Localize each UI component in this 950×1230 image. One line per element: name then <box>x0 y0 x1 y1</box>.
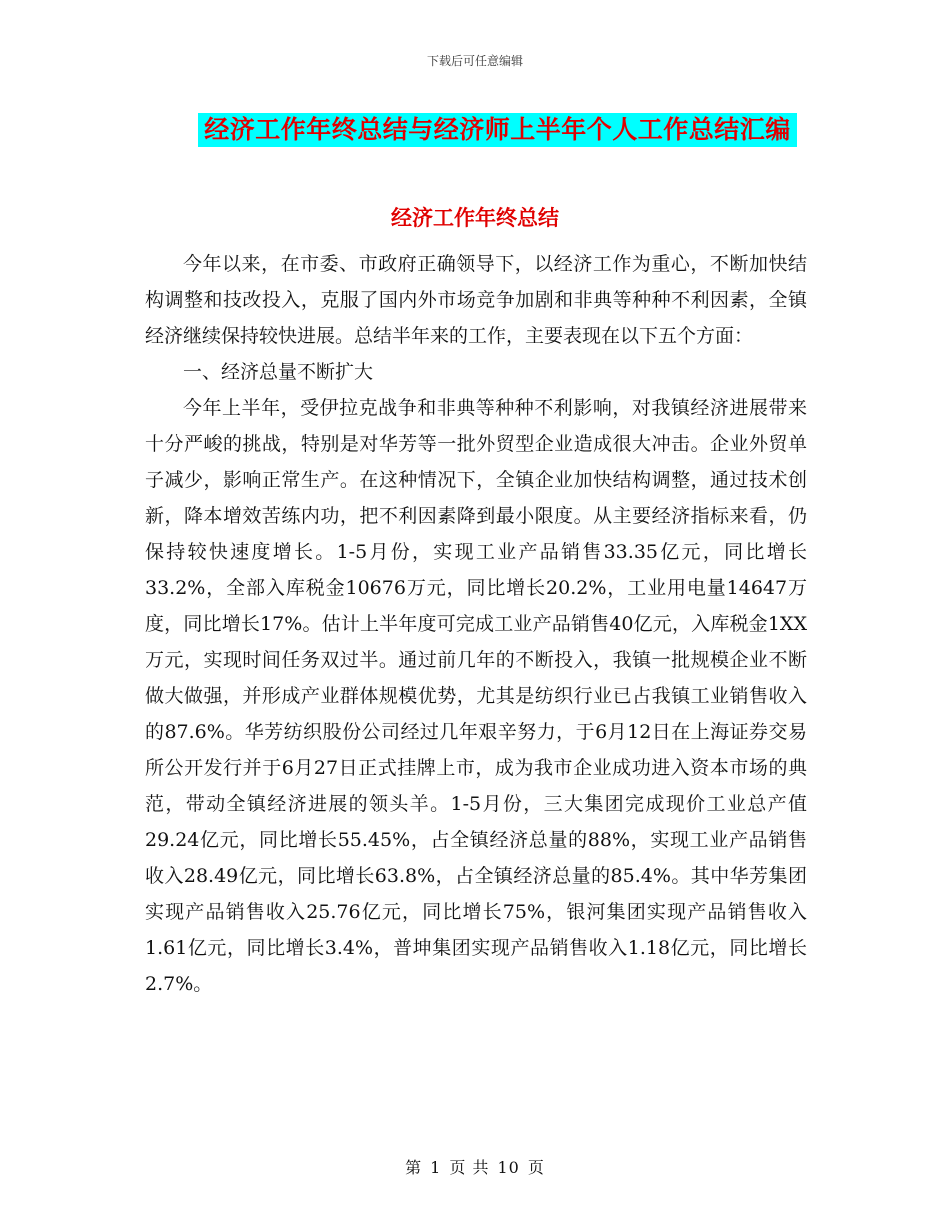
main-title-container <box>0 113 950 147</box>
page-current: 1 <box>430 1158 442 1177</box>
main-title: 经济工作年终总结与经济师上半年个人工作总结汇编 <box>198 113 797 147</box>
document-body <box>145 246 807 1002</box>
page-total: 10 <box>497 1158 520 1177</box>
page-label-mid: 页 共 <box>449 1158 490 1177</box>
page-label-prefix: 第 <box>405 1158 423 1177</box>
paragraph-intro: 今年以来，在市委、市政府正确领导下，以经济工作为重心，不断加快结构调整和技改投入，克服了国内外市场竞争加剧和非典等种种不利因素，全镇经济继续保持较快进展。总结半年来的工作，主要表现在以下五个方面： <box>145 253 807 347</box>
page-label-suffix: 页 <box>527 1158 545 1177</box>
section-title: 经济工作年终总结 <box>391 205 559 230</box>
paragraph-body-1: 今年上半年，受伊拉克战争和非典等种种不利影响，对我镇经济进展带来十分严峻的挑战，特别是对华芳等一批外贸型企业造成很大冲击。企业外贸单子减少，影响正常生产。在这种情况下，全镇企业加快结构调整，通过技术创新，降本增效苦练内功，把不利因素降到最小限度。从主要经济指标来看，仍保持较快速度增长。1-5月份，实现工业产品销售33.35亿元，同比增长33.2%，全部入库税金10676万元，同比增长20.2%，工业用电量14647万度，同比增长17%。估计上半年度可完成工业产品销售40亿元，入库税金1XX万元，实现时间任务双过半。通过前几年的不断投入，我镇一批规模企业不断做大做强，并形成产业群体规模优势，尤其是纺织行业已占我镇工业销售收入的87.6%。华芳纺织股份公司经过几年艰辛努力，于6月12日在上海证券交易所公开发行并于6月27日正式挂牌上市，成为我市企业成功进入资本市场的典范，带动全镇经济进展的领头羊。1-5月份，三大集团完成现价工业总产值29.24亿元，同比增长55.45%，占全镇经济总量的88%，实现工业产品销售收入28.49亿元，同比增长63.8%，占全镇经济总量的85.4%。其中华芳集团实现产品销售收入25.76亿元，同比增长75%，银河集团实现产品销售收入1.61亿元，同比增长3.4%，普坤集团实现产品销售收入1.18亿元，同比增长2.7%。 <box>145 397 807 995</box>
paragraph-heading-1: 一、经济总量不断扩大 <box>183 361 374 383</box>
header-note: 下载后可任意编辑 <box>426 54 523 68</box>
page-footer <box>0 1155 950 1178</box>
